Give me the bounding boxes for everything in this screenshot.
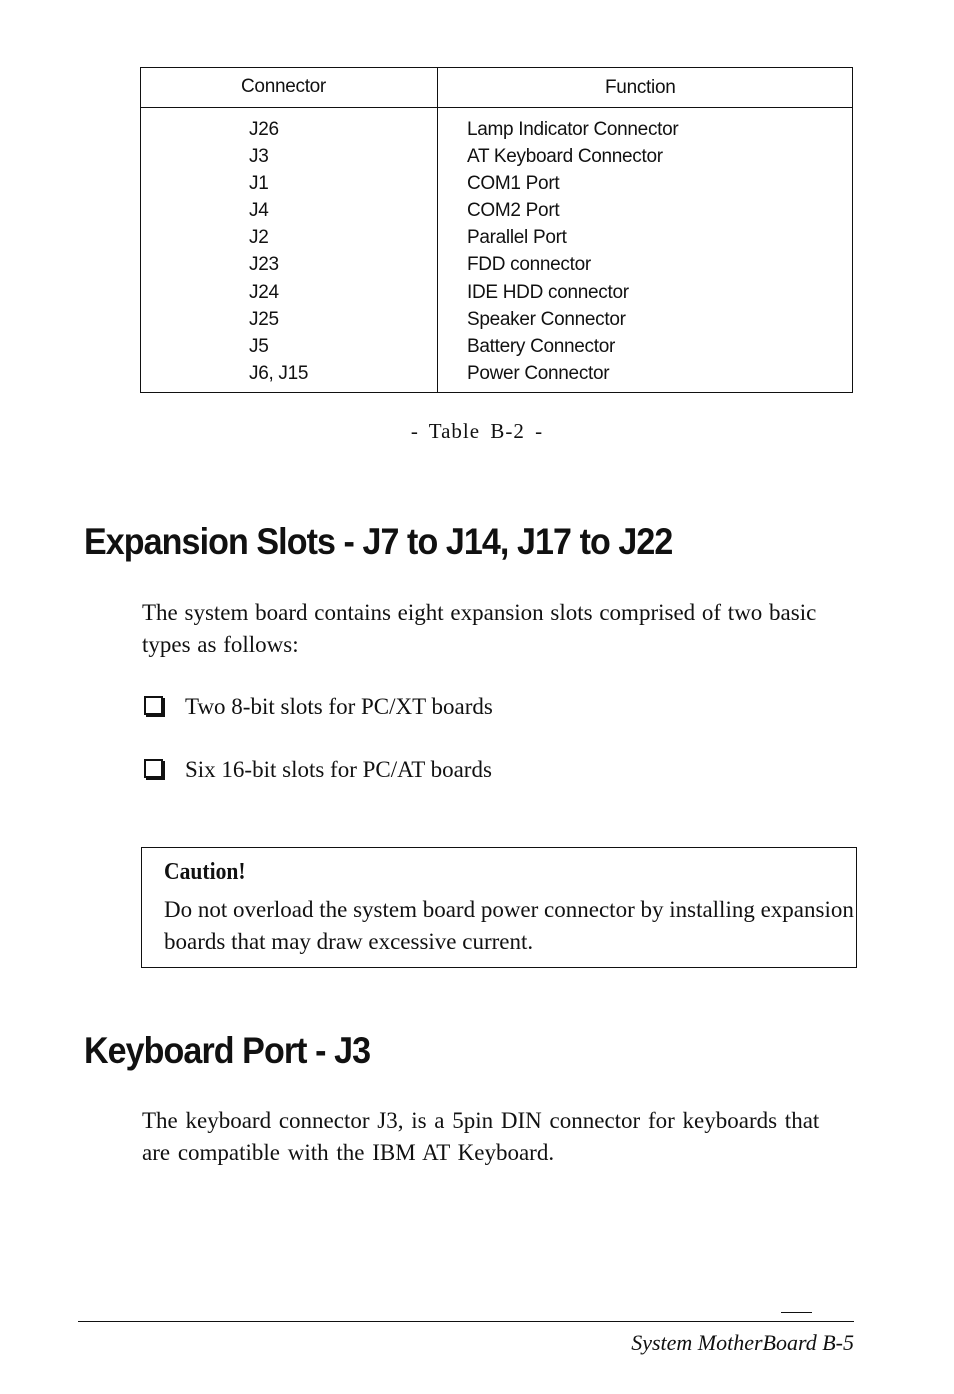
checkbox-bullet-icon	[144, 759, 163, 778]
caution-title: Caution!	[164, 859, 246, 885]
caution-box	[141, 847, 857, 968]
table-cell-connector: J24	[249, 281, 279, 303]
table-cell-connector: J3	[249, 146, 269, 168]
keyboard-paragraph: The keyboard connector J3, is a 5pin DIN connector for keyboards that are compatible with the IBM AT Keyboard.	[142, 1108, 820, 1165]
table-header-divider	[141, 107, 852, 108]
table-cell-function: FDD connector	[467, 254, 591, 276]
table-cell-function: Power Connector	[467, 362, 610, 384]
table-cell-function: IDE HDD connector	[467, 281, 629, 303]
table-column-connector	[249, 116, 308, 387]
table-header-function: Function	[605, 77, 676, 98]
section-heading-keyboard-port: Keyboard Port - J3	[84, 1030, 371, 1071]
table-cell-connector: J2	[249, 227, 269, 249]
table-caption: - Table B-2 -	[410, 419, 544, 443]
table-cell-function: Speaker Connector	[467, 308, 626, 330]
list-item	[142, 694, 493, 720]
connector-table	[140, 67, 853, 393]
table-header-connector: Connector	[241, 76, 326, 97]
footer-tick-rule	[781, 1312, 812, 1313]
page-footer: System MotherBoard B-5	[631, 1330, 854, 1355]
table-column-divider	[437, 68, 438, 392]
table-cell-connector: J26	[249, 119, 279, 140]
checkbox-bullet-icon	[144, 696, 163, 715]
section-heading-expansion-slots: Expansion Slots - J7 to J14, J17 to J22	[84, 521, 673, 562]
table-cell-connector: J5	[249, 335, 269, 357]
table-cell-function: Battery Connector	[467, 335, 616, 357]
caution-text: Do not overload the system board power connector by installing expansion boards that may draw excessive current.	[164, 897, 854, 954]
table-column-function	[467, 116, 678, 387]
table-cell-function: Lamp Indicator Connector	[467, 119, 679, 140]
list-item-text: Six 16-bit slots for PC/AT boards	[185, 757, 492, 782]
table-cell-function: COM1 Port	[467, 173, 560, 195]
table-cell-function: COM2 Port	[467, 200, 560, 222]
table-cell-connector: J6, J15	[249, 362, 309, 384]
list-item-text: Two 8-bit slots for PC/XT boards	[185, 694, 493, 719]
table-cell-connector: J25	[249, 308, 279, 330]
list-item	[142, 757, 492, 783]
expansion-intro-paragraph: The system board contains eight expansion slots comprised of two basic types as follows:	[142, 600, 817, 657]
footer-rule	[78, 1321, 854, 1322]
table-cell-function: Parallel Port	[467, 227, 567, 249]
table-cell-function: AT Keyboard Connector	[467, 146, 663, 168]
table-cell-connector: J1	[249, 173, 269, 195]
table-cell-connector: J23	[249, 254, 279, 276]
table-cell-connector: J4	[249, 200, 269, 222]
